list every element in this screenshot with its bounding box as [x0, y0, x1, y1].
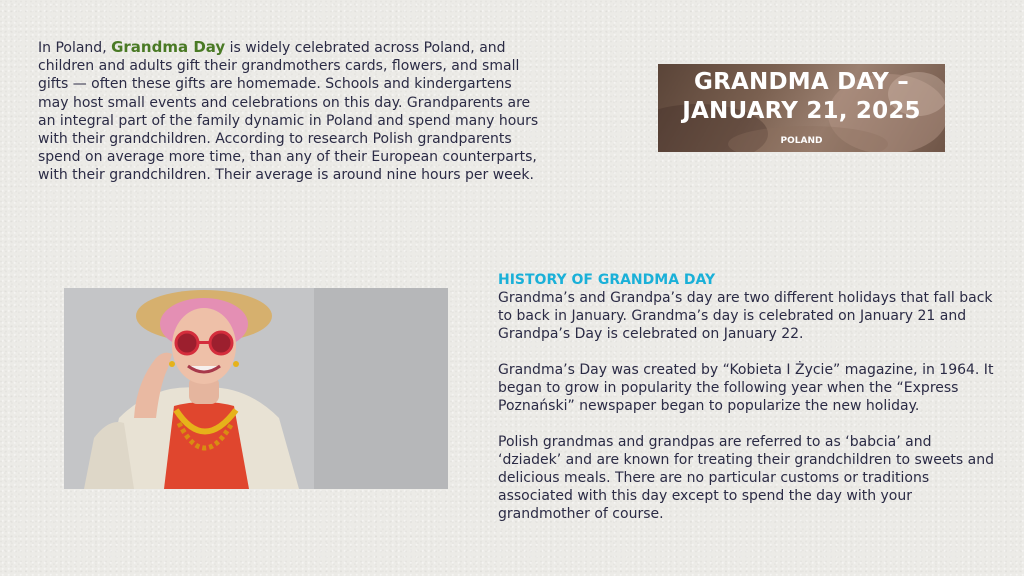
banner-title-line1: GRANDMA DAY – [694, 69, 909, 95]
intro-prefix: In Poland, [38, 40, 112, 56]
intro-paragraph [38, 38, 543, 185]
grandma-day-banner [658, 64, 945, 152]
banner-title [658, 68, 945, 126]
history-heading: HISTORY OF GRANDMA DAY [498, 272, 716, 288]
history-paragraph-3: Polish grandmas and grandpas are referred to as ‘babcia’ and ‘dziadek’ and are known for treating their grandchildren to sweets and delicious meals. There are no particular customs or traditions associated with this day except to spend the day with your grandmother of course. [498, 434, 995, 522]
history-paragraph-2: Grandma’s Day was created by “Kobieta I Życie” magazine, in 1964. It began to grow in popularity the following year when the “Express Poznański” newspaper began to popularize the new holiday. [498, 362, 994, 414]
grandmother-illustration [64, 288, 448, 489]
history-paragraph-1: Grandma’s and Grandpa’s day are two different holidays that fall back to back in January. Grandma’s day is celebrated on January 21 and Grandpa’s Day is celebrated on January 22. [498, 290, 993, 342]
banner-subtitle: POLAND [780, 136, 823, 146]
history-section [498, 271, 998, 541]
banner-title-line2: JANUARY 21, 2025 [682, 98, 921, 124]
grandmother-photo [64, 288, 448, 489]
grandma-day-highlight: Grandma Day [111, 38, 226, 56]
intro-body: is widely celebrated across Poland, and children and adults gift their grandmothers cards, flowers, and small gifts — often these gifts are homemade. Schools and kindergartens may host small events and celebrations on this day. Grandparents are an integral part of the family dynamic in Poland and spend many hours with their grandchildren. According to research Polish grandparents spend on average more time, than any of their European counterparts, with their grandchildren. Their average is around nine hours per week. [38, 40, 539, 184]
